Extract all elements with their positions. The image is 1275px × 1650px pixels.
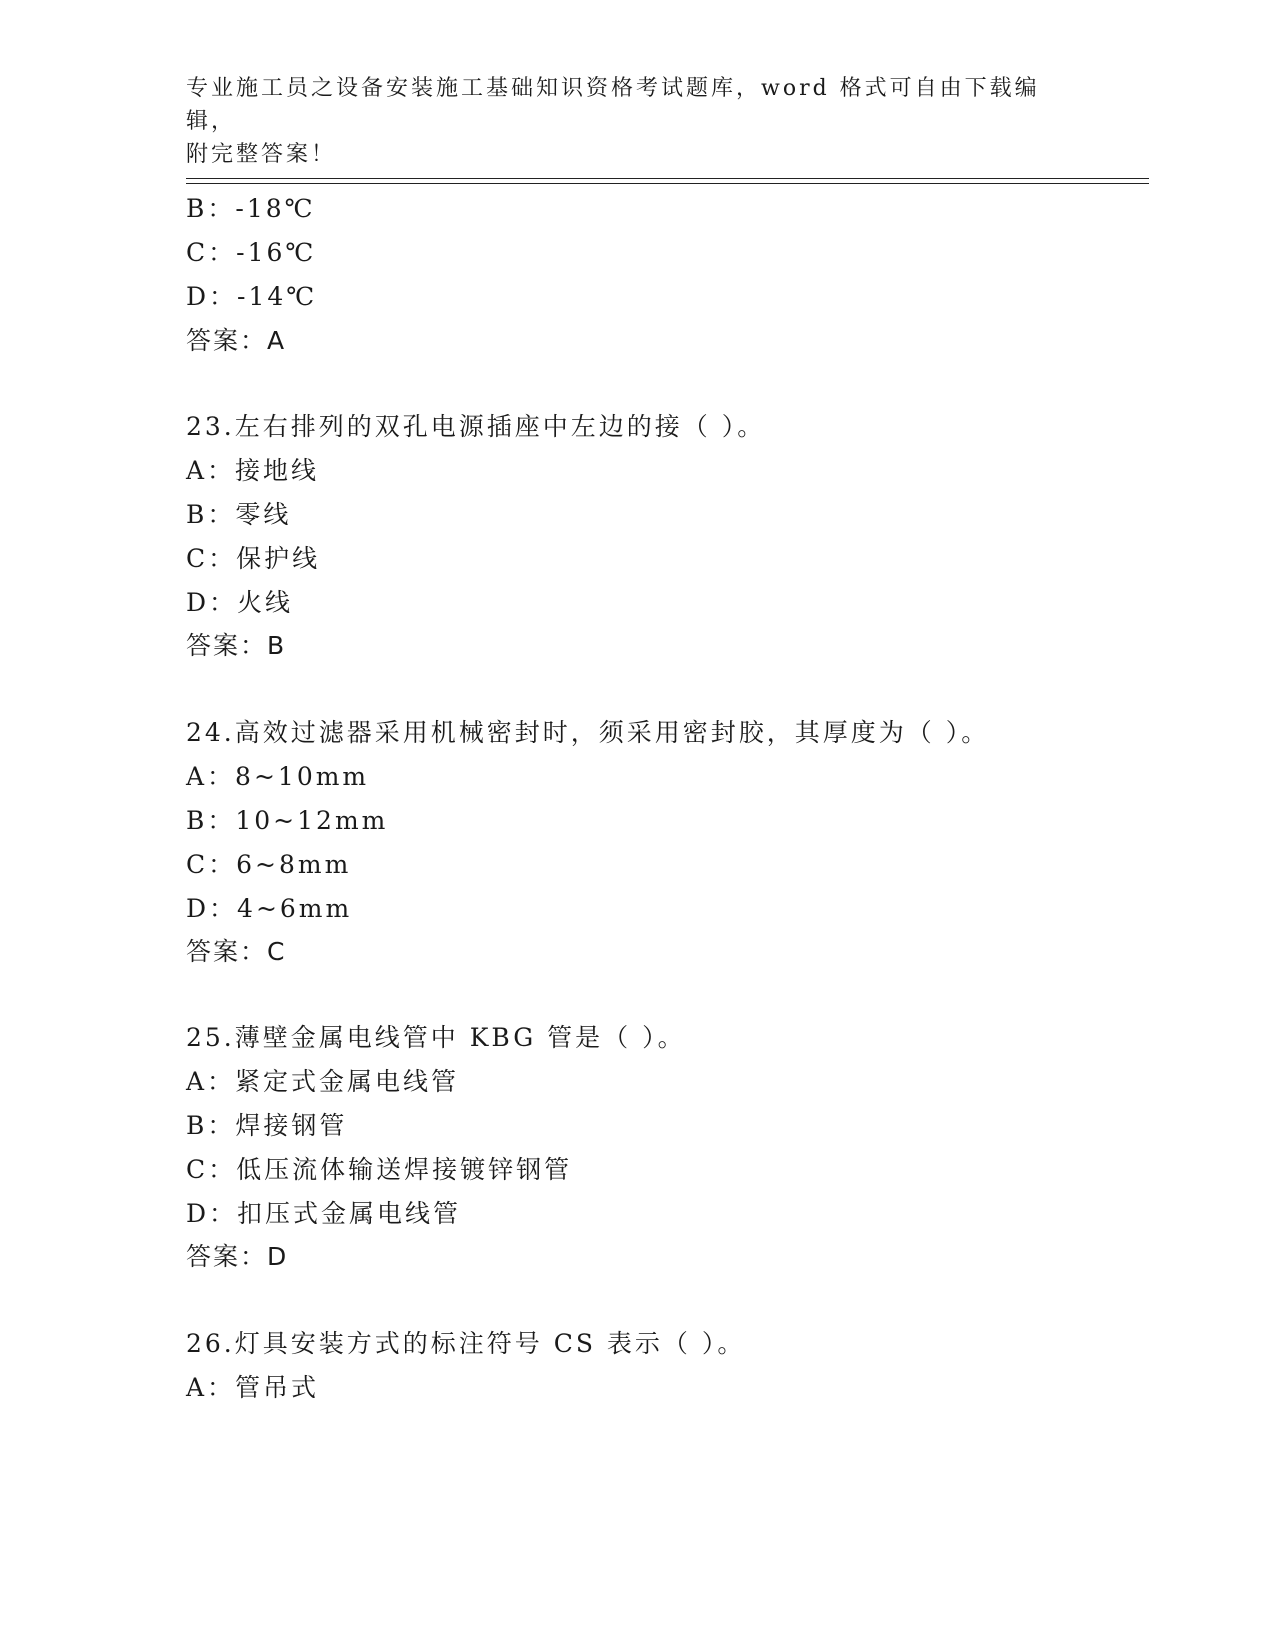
question-26-text: 26.灯具安装方式的标注符号 CS 表示（ ）。 (186, 1329, 746, 1358)
question-24-option-a: A：8~10mm (186, 762, 370, 791)
question-25-text: 25.薄壁金属电线管中 KBG 管是（ ）。 (186, 1023, 686, 1052)
question-23-option-a: A：接地线 (186, 456, 320, 485)
prev-option-b: B：-18℃ (186, 194, 316, 223)
question-26-option-a: A：管吊式 (186, 1373, 320, 1402)
document-header (186, 72, 1066, 171)
question-23-option-b: B：零线 (186, 500, 292, 529)
question-23-text: 23.左右排列的双孔电源插座中左边的接（ ）。 (186, 412, 766, 441)
question-23-answer: 答案：B (186, 631, 287, 660)
header-line-2: 附完整答案！ (186, 142, 337, 167)
prev-answer: 答案：A (186, 326, 287, 355)
question-25-option-d: D：扣压式金属电线管 (186, 1199, 462, 1228)
prev-option-d: D：-14℃ (186, 282, 318, 311)
question-24-option-b: B：10~12mm (186, 806, 389, 835)
question-23-option-c: C：保护线 (186, 544, 321, 573)
header-divider-bottom (186, 183, 1149, 184)
question-24-option-d: D：4~6mm (186, 894, 353, 923)
question-25-option-a: A：紧定式金属电线管 (186, 1067, 460, 1096)
header-line-1: 专业施工员之设备安装施工基础知识资格考试题库，word 格式可自由下载编辑， (186, 76, 1040, 134)
question-24-answer: 答案：C (186, 937, 287, 966)
header-divider-top (186, 178, 1149, 179)
question-25-option-c: C：低压流体输送焊接镀锌钢管 (186, 1155, 573, 1184)
question-23-option-d: D：火线 (186, 588, 294, 617)
question-25-option-b: B：焊接钢管 (186, 1111, 348, 1140)
question-24-text: 24.高效过滤器采用机械密封时，须采用密封胶，其厚度为（ ）。 (186, 718, 990, 747)
prev-option-c: C：-16℃ (186, 238, 317, 267)
question-24-option-c: C：6~8mm (186, 850, 352, 879)
question-25-answer: 答案：D (186, 1242, 289, 1271)
